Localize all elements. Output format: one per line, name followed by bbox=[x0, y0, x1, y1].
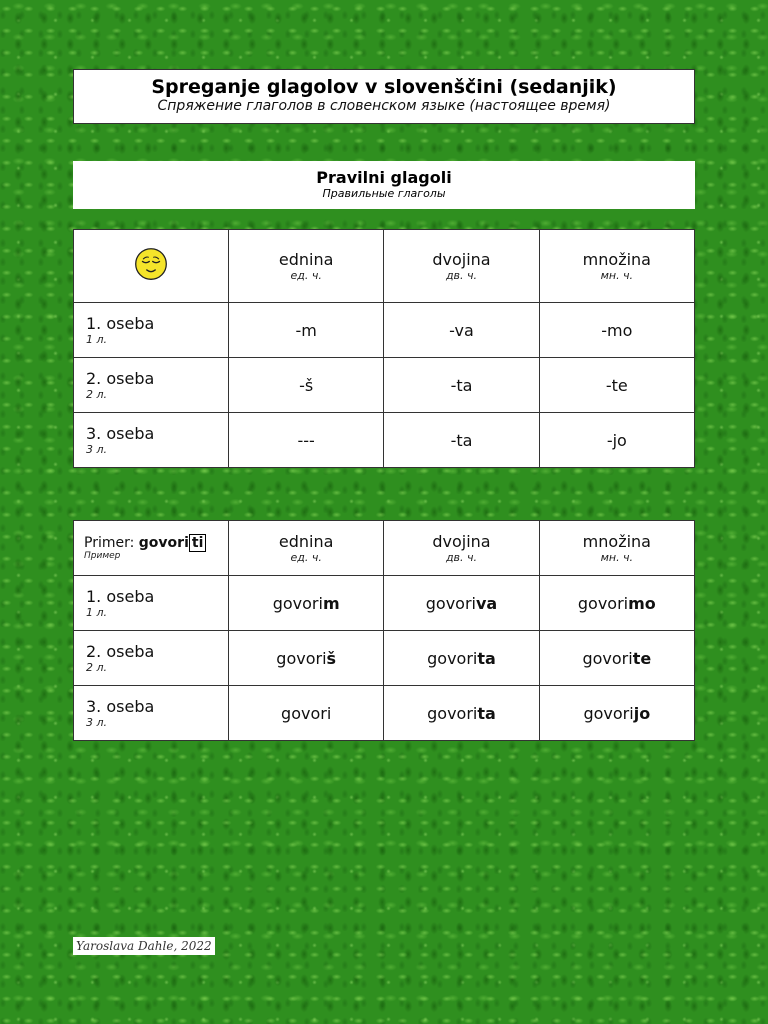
endings-table bbox=[73, 229, 695, 468]
column-name: množina bbox=[582, 532, 651, 551]
section-subheading: Правильные глаголы bbox=[322, 187, 446, 200]
ending-cell: -te bbox=[539, 358, 694, 413]
column-name: ednina bbox=[278, 250, 334, 269]
form-stem: govori bbox=[427, 703, 478, 723]
row-name: 1. oseba bbox=[86, 314, 155, 333]
example-verb-cell bbox=[74, 521, 229, 576]
row-name: 2. oseba bbox=[86, 642, 155, 661]
column-name: dvojina bbox=[432, 532, 491, 551]
row-name: 2. oseba bbox=[86, 369, 155, 388]
column-name-ru: мн. ч. bbox=[600, 269, 634, 282]
column-name: ednina bbox=[278, 532, 334, 551]
form-stem: govori bbox=[272, 593, 323, 613]
example-verb bbox=[84, 535, 228, 551]
form-ending: mo bbox=[628, 593, 656, 613]
verb-form-cell bbox=[384, 631, 539, 686]
relieved-smiley-icon bbox=[134, 247, 168, 281]
verb-form-cell bbox=[539, 631, 694, 686]
form-stem: govori bbox=[427, 648, 478, 668]
example-header-row bbox=[74, 521, 695, 576]
form-stem: govori bbox=[276, 648, 327, 668]
table-row bbox=[74, 303, 695, 358]
row-name-ru: 3 л. bbox=[86, 443, 108, 456]
verb-form-cell bbox=[229, 686, 384, 741]
example-label-ru: Пример bbox=[84, 551, 121, 561]
row-header-1 bbox=[74, 303, 229, 358]
row-name: 1. oseba bbox=[86, 587, 155, 606]
endings-header-row bbox=[74, 230, 695, 303]
smiley-cell bbox=[74, 230, 229, 303]
form-ending: ta bbox=[477, 648, 496, 668]
verb-form-cell bbox=[384, 686, 539, 741]
column-header-mnozina bbox=[539, 521, 694, 576]
form-stem: govori bbox=[583, 703, 634, 723]
table-row bbox=[74, 358, 695, 413]
ending-cell: -va bbox=[384, 303, 539, 358]
form-ending: ta bbox=[477, 703, 496, 723]
row-name-ru: 2 л. bbox=[86, 661, 108, 674]
form-ending: š bbox=[326, 648, 337, 668]
row-header-3 bbox=[74, 413, 229, 468]
row-name-ru: 2 л. bbox=[86, 388, 108, 401]
column-name: množina bbox=[582, 250, 651, 269]
verb-form-cell bbox=[229, 576, 384, 631]
column-name-ru: ед. ч. bbox=[290, 269, 322, 282]
author-credit: Yaroslava Dahle, 2022 bbox=[73, 937, 215, 955]
table-row bbox=[74, 631, 695, 686]
column-name-ru: дв. ч. bbox=[445, 551, 478, 564]
column-header-ednina bbox=[229, 230, 384, 303]
table-row bbox=[74, 686, 695, 741]
column-name-ru: дв. ч. bbox=[445, 269, 478, 282]
page-title-box bbox=[73, 69, 695, 124]
table-row bbox=[74, 413, 695, 468]
column-header-dvojina bbox=[384, 230, 539, 303]
table-row bbox=[74, 576, 695, 631]
form-ending: m bbox=[322, 593, 340, 613]
row-name-ru: 1 л. bbox=[86, 606, 108, 619]
verb-form-cell bbox=[384, 576, 539, 631]
column-header-ednina bbox=[229, 521, 384, 576]
ending-cell: -ta bbox=[384, 358, 539, 413]
row-name: 3. oseba bbox=[86, 424, 155, 443]
example-infinitive-ending: ti bbox=[189, 534, 207, 552]
section-heading-box bbox=[73, 161, 695, 209]
form-ending: jo bbox=[633, 703, 651, 723]
column-name: dvojina bbox=[432, 250, 491, 269]
form-stem: govori bbox=[577, 593, 629, 613]
row-name-ru: 3 л. bbox=[86, 716, 108, 729]
form-ending: te bbox=[632, 648, 652, 668]
column-header-mnozina bbox=[539, 230, 694, 303]
verb-form-cell bbox=[539, 576, 694, 631]
row-header-2 bbox=[74, 631, 229, 686]
ending-cell: --- bbox=[229, 413, 384, 468]
row-name-ru: 1 л. bbox=[86, 333, 108, 346]
column-name-ru: мн. ч. bbox=[600, 551, 634, 564]
ending-cell: -š bbox=[229, 358, 384, 413]
page-subtitle: Спряжение глаголов в словенском языке (настоящее время) bbox=[157, 98, 611, 114]
verb-form-cell bbox=[229, 631, 384, 686]
row-header-1 bbox=[74, 576, 229, 631]
form-stem: govori bbox=[582, 648, 633, 668]
form-stem: govori bbox=[281, 703, 332, 723]
example-stem: govori bbox=[138, 535, 189, 551]
ending-cell: -mo bbox=[539, 303, 694, 358]
form-stem: govori bbox=[425, 593, 476, 613]
row-header-3 bbox=[74, 686, 229, 741]
row-header-2 bbox=[74, 358, 229, 413]
ending-cell: -ta bbox=[384, 413, 539, 468]
example-label: Primer: bbox=[84, 535, 135, 551]
row-name: 3. oseba bbox=[86, 697, 155, 716]
verb-form-cell bbox=[539, 686, 694, 741]
section-heading: Pravilni glagoli bbox=[316, 168, 452, 187]
form-ending: va bbox=[475, 593, 498, 613]
page-title: Spreganje glagolov v slovenščini (sedanjik) bbox=[151, 76, 617, 98]
ending-cell: -m bbox=[229, 303, 384, 358]
column-name-ru: ед. ч. bbox=[290, 551, 322, 564]
example-table bbox=[73, 520, 695, 741]
ending-cell: -jo bbox=[539, 413, 694, 468]
column-header-dvojina bbox=[384, 521, 539, 576]
